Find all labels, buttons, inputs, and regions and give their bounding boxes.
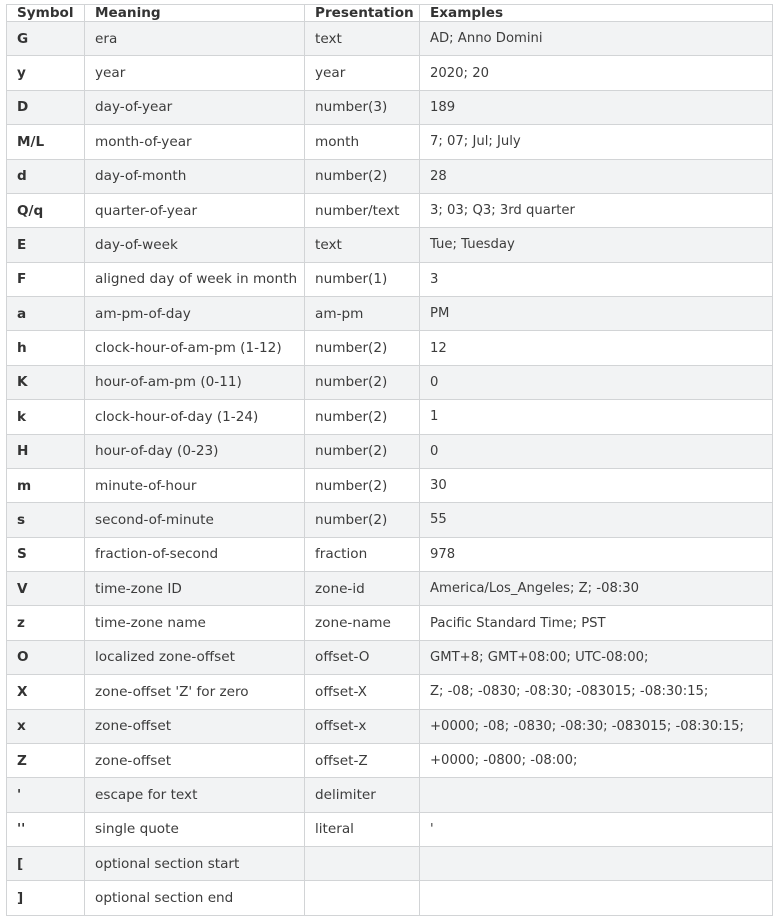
- cell-presentation: number(2): [305, 400, 420, 434]
- table-container: [6, 4, 772, 916]
- date-format-symbol-table: [6, 4, 773, 916]
- table-row: [7, 778, 773, 812]
- table-row: [7, 400, 773, 434]
- cell-examples: 28: [420, 159, 773, 193]
- cell-meaning: time-zone name: [85, 606, 305, 640]
- cell-symbol: y: [7, 56, 85, 90]
- table-row: [7, 606, 773, 640]
- table-row: [7, 434, 773, 468]
- cell-symbol: ': [7, 778, 85, 812]
- table-row: [7, 22, 773, 56]
- cell-examples: [420, 881, 773, 916]
- table-header-row: [7, 5, 773, 22]
- cell-symbol: k: [7, 400, 85, 434]
- cell-presentation: number(2): [305, 331, 420, 365]
- cell-presentation: am-pm: [305, 297, 420, 331]
- cell-examples: AD; Anno Domini: [420, 22, 773, 56]
- table-row: [7, 90, 773, 124]
- cell-examples: 12: [420, 331, 773, 365]
- table-row: [7, 331, 773, 365]
- cell-presentation: fraction: [305, 537, 420, 571]
- header-symbol: Symbol: [7, 5, 85, 22]
- cell-symbol: M/L: [7, 125, 85, 159]
- cell-presentation: delimiter: [305, 778, 420, 812]
- cell-symbol: h: [7, 331, 85, 365]
- cell-examples: 3; 03; Q3; 3rd quarter: [420, 193, 773, 227]
- cell-presentation: number(2): [305, 434, 420, 468]
- cell-presentation: text: [305, 22, 420, 56]
- table-row: [7, 812, 773, 846]
- cell-examples: 0: [420, 365, 773, 399]
- cell-meaning: hour-of-day (0-23): [85, 434, 305, 468]
- cell-symbol: s: [7, 503, 85, 537]
- cell-meaning: month-of-year: [85, 125, 305, 159]
- cell-symbol: O: [7, 640, 85, 674]
- cell-presentation: text: [305, 228, 420, 262]
- cell-examples: +0000; -0800; -08:00;: [420, 743, 773, 777]
- cell-symbol: Z: [7, 743, 85, 777]
- cell-presentation: month: [305, 125, 420, 159]
- cell-examples: 55: [420, 503, 773, 537]
- cell-symbol: d: [7, 159, 85, 193]
- table-row: [7, 159, 773, 193]
- table-row: [7, 468, 773, 502]
- table-row: [7, 847, 773, 881]
- cell-meaning: minute-of-hour: [85, 468, 305, 502]
- cell-symbol: H: [7, 434, 85, 468]
- cell-meaning: localized zone-offset: [85, 640, 305, 674]
- cell-meaning: era: [85, 22, 305, 56]
- cell-examples: 0: [420, 434, 773, 468]
- cell-meaning: zone-offset 'Z' for zero: [85, 675, 305, 709]
- table-row: [7, 56, 773, 90]
- cell-symbol: E: [7, 228, 85, 262]
- cell-examples: GMT+8; GMT+08:00; UTC-08:00;: [420, 640, 773, 674]
- table-row: [7, 640, 773, 674]
- cell-symbol: K: [7, 365, 85, 399]
- cell-examples: 2020; 20: [420, 56, 773, 90]
- cell-meaning: single quote: [85, 812, 305, 846]
- cell-symbol: V: [7, 572, 85, 606]
- cell-symbol: a: [7, 297, 85, 331]
- cell-meaning: zone-offset: [85, 743, 305, 777]
- cell-presentation: [305, 881, 420, 916]
- cell-symbol: '': [7, 812, 85, 846]
- cell-examples: 3: [420, 262, 773, 296]
- table-row: [7, 262, 773, 296]
- cell-examples: America/Los_Angeles; Z; -08:30: [420, 572, 773, 606]
- cell-presentation: number(2): [305, 468, 420, 502]
- cell-symbol: X: [7, 675, 85, 709]
- cell-examples: Pacific Standard Time; PST: [420, 606, 773, 640]
- table-row: [7, 709, 773, 743]
- cell-meaning: escape for text: [85, 778, 305, 812]
- table-row: [7, 365, 773, 399]
- table-row: [7, 881, 773, 916]
- cell-presentation: number(2): [305, 365, 420, 399]
- table-row: [7, 193, 773, 227]
- cell-presentation: number(2): [305, 159, 420, 193]
- cell-examples: [420, 847, 773, 881]
- cell-presentation: offset-Z: [305, 743, 420, 777]
- cell-examples: 30: [420, 468, 773, 502]
- cell-presentation: offset-x: [305, 709, 420, 743]
- table-row: [7, 743, 773, 777]
- cell-examples: 189: [420, 90, 773, 124]
- cell-meaning: day-of-month: [85, 159, 305, 193]
- table-row: [7, 228, 773, 262]
- cell-meaning: time-zone ID: [85, 572, 305, 606]
- cell-symbol: G: [7, 22, 85, 56]
- cell-meaning: day-of-year: [85, 90, 305, 124]
- header-meaning: Meaning: [85, 5, 305, 22]
- cell-examples: Tue; Tuesday: [420, 228, 773, 262]
- table-row: [7, 297, 773, 331]
- cell-presentation: number(1): [305, 262, 420, 296]
- cell-symbol: D: [7, 90, 85, 124]
- cell-symbol: m: [7, 468, 85, 502]
- cell-presentation: number/text: [305, 193, 420, 227]
- cell-meaning: aligned day of week in month: [85, 262, 305, 296]
- cell-presentation: number(3): [305, 90, 420, 124]
- cell-presentation: zone-name: [305, 606, 420, 640]
- cell-symbol: Q/q: [7, 193, 85, 227]
- table-row: [7, 503, 773, 537]
- cell-presentation: year: [305, 56, 420, 90]
- cell-presentation: zone-id: [305, 572, 420, 606]
- cell-symbol: x: [7, 709, 85, 743]
- cell-meaning: zone-offset: [85, 709, 305, 743]
- cell-examples: +0000; -08; -0830; -08:30; -083015; -08:30:15;: [420, 709, 773, 743]
- cell-presentation: literal: [305, 812, 420, 846]
- header-examples: Examples: [420, 5, 773, 22]
- cell-examples: PM: [420, 297, 773, 331]
- cell-presentation: offset-X: [305, 675, 420, 709]
- cell-presentation: number(2): [305, 503, 420, 537]
- table-row: [7, 675, 773, 709]
- cell-symbol: [: [7, 847, 85, 881]
- cell-examples: Z; -08; -0830; -08:30; -083015; -08:30:15;: [420, 675, 773, 709]
- cell-meaning: hour-of-am-pm (0-11): [85, 365, 305, 399]
- cell-meaning: optional section start: [85, 847, 305, 881]
- table-row: [7, 572, 773, 606]
- cell-examples: 1: [420, 400, 773, 434]
- cell-symbol: z: [7, 606, 85, 640]
- cell-meaning: optional section end: [85, 881, 305, 916]
- cell-meaning: day-of-week: [85, 228, 305, 262]
- cell-examples: [420, 778, 773, 812]
- cell-symbol: ]: [7, 881, 85, 916]
- cell-symbol: F: [7, 262, 85, 296]
- table-row: [7, 125, 773, 159]
- cell-examples: 7; 07; Jul; July: [420, 125, 773, 159]
- cell-meaning: clock-hour-of-am-pm (1-12): [85, 331, 305, 365]
- cell-meaning: second-of-minute: [85, 503, 305, 537]
- cell-meaning: fraction-of-second: [85, 537, 305, 571]
- table-row: [7, 537, 773, 571]
- cell-examples: ': [420, 812, 773, 846]
- cell-examples: 978: [420, 537, 773, 571]
- cell-meaning: quarter-of-year: [85, 193, 305, 227]
- cell-meaning: clock-hour-of-day (1-24): [85, 400, 305, 434]
- cell-symbol: S: [7, 537, 85, 571]
- cell-presentation: offset-O: [305, 640, 420, 674]
- table-body: [7, 22, 773, 916]
- cell-meaning: am-pm-of-day: [85, 297, 305, 331]
- cell-presentation: [305, 847, 420, 881]
- header-presentation: Presentation: [305, 5, 420, 22]
- cell-meaning: year: [85, 56, 305, 90]
